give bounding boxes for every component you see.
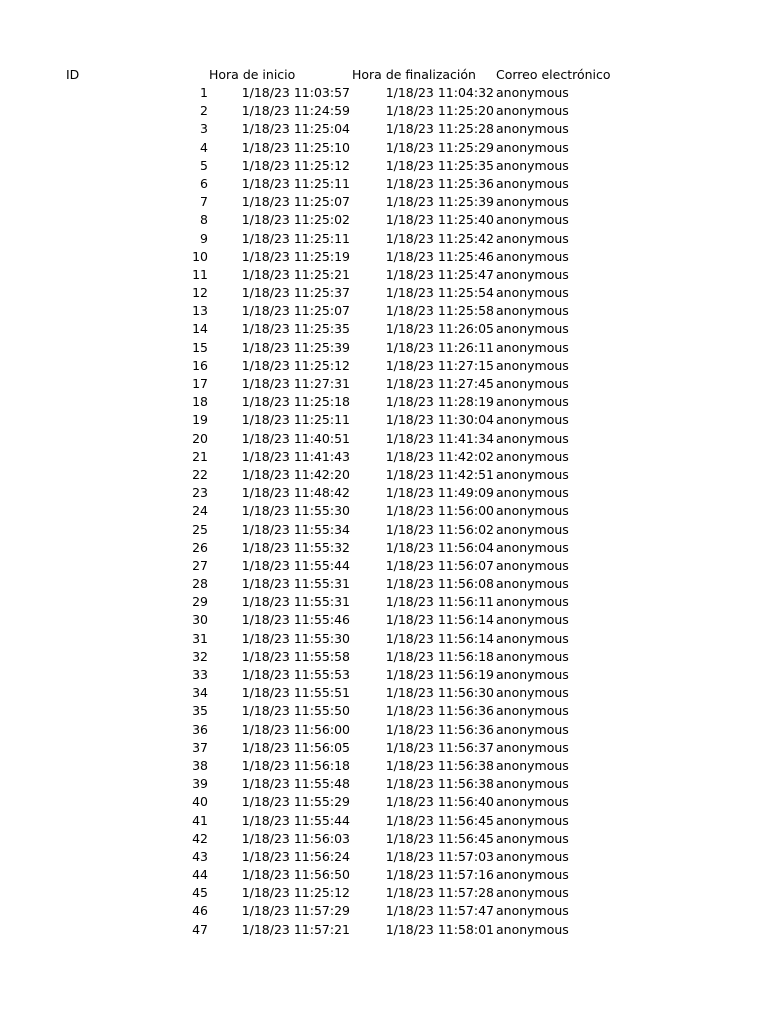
cell-id: 1 <box>200 85 208 100</box>
table-row <box>0 393 768 411</box>
cell-end-time: 1/18/23 11:57:16 <box>385 867 494 883</box>
table-row <box>0 648 768 666</box>
cell-email: anonymous <box>496 194 569 210</box>
table-row <box>0 721 768 739</box>
cell-start-time: 1/18/23 11:57:21 <box>241 921 350 937</box>
cell-end-time: 1/18/23 11:56:14 <box>385 630 494 646</box>
table-row <box>0 921 768 939</box>
cell-start-time: 1/18/23 11:25:12 <box>241 357 350 373</box>
data-rows <box>0 84 768 939</box>
cell-id: 30 <box>192 612 208 628</box>
cell-start-time: 1/18/23 11:25:18 <box>241 394 350 410</box>
cell-end-time: 1/18/23 11:26:11 <box>385 339 494 355</box>
cell-id: 18 <box>192 394 208 410</box>
cell-id: 21 <box>192 448 208 464</box>
cell-id: 9 <box>200 230 208 246</box>
cell-email: anonymous <box>496 303 569 319</box>
cell-email: anonymous <box>496 339 569 355</box>
cell-id: 44 <box>192 867 208 883</box>
cell-email: anonymous <box>496 412 569 428</box>
cell-start-time: 1/18/23 11:25:02 <box>241 212 350 228</box>
cell-email: anonymous <box>496 357 569 373</box>
table-row <box>0 248 768 266</box>
cell-email: anonymous <box>496 812 569 828</box>
cell-start-time: 1/18/23 11:25:35 <box>241 321 350 337</box>
cell-id: 3 <box>200 121 208 137</box>
cell-id: 19 <box>192 412 208 428</box>
cell-start-time: 1/18/23 11:24:59 <box>241 103 350 119</box>
cell-end-time: 1/18/23 11:56:07 <box>385 557 494 573</box>
cell-email: anonymous <box>496 594 569 610</box>
cell-email: anonymous <box>496 539 569 555</box>
cell-start-time: 1/18/23 11:27:31 <box>241 376 350 391</box>
cell-end-time: 1/18/23 11:27:15 <box>385 357 494 373</box>
cell-start-time: 1/18/23 11:57:29 <box>241 903 350 919</box>
table-row <box>0 702 768 720</box>
cell-email: anonymous <box>496 612 569 628</box>
cell-id: 15 <box>192 339 208 355</box>
table-row <box>0 484 768 502</box>
cell-start-time: 1/18/23 11:56:05 <box>241 739 350 755</box>
cell-email: anonymous <box>496 648 569 664</box>
cell-end-time: 1/18/23 11:56:38 <box>385 776 494 792</box>
cell-end-time: 1/18/23 11:25:40 <box>385 212 494 228</box>
cell-email: anonymous <box>496 248 569 264</box>
cell-id: 14 <box>192 321 208 337</box>
table-row <box>0 357 768 375</box>
cell-id: 46 <box>192 903 208 919</box>
cell-email: anonymous <box>496 757 569 773</box>
cell-end-time: 1/18/23 11:42:02 <box>385 448 494 464</box>
header-row <box>0 66 768 84</box>
cell-end-time: 1/18/23 11:25:28 <box>385 121 494 137</box>
cell-id: 33 <box>192 667 208 682</box>
cell-email: anonymous <box>496 885 569 901</box>
cell-email: anonymous <box>496 576 569 592</box>
cell-start-time: 1/18/23 11:40:51 <box>241 430 350 446</box>
cell-email: anonymous <box>496 212 569 228</box>
table-row <box>0 339 768 357</box>
cell-email: anonymous <box>496 485 569 501</box>
cell-id: 27 <box>192 557 208 573</box>
cell-email: anonymous <box>496 466 569 482</box>
cell-email: anonymous <box>496 830 569 846</box>
cell-start-time: 1/18/23 11:55:31 <box>241 576 350 592</box>
cell-end-time: 1/18/23 11:04:32 <box>385 85 494 100</box>
cell-end-time: 1/18/23 11:25:54 <box>385 285 494 301</box>
cell-id: 34 <box>192 685 208 701</box>
cell-start-time: 1/18/23 11:55:34 <box>241 521 350 537</box>
cell-email: anonymous <box>496 703 569 719</box>
cell-email: anonymous <box>496 394 569 410</box>
table-row <box>0 630 768 648</box>
cell-id: 28 <box>192 576 208 592</box>
cell-id: 6 <box>200 175 208 191</box>
cell-start-time: 1/18/23 11:25:11 <box>241 175 350 191</box>
cell-end-time: 1/18/23 11:56:37 <box>385 739 494 755</box>
cell-end-time: 1/18/23 11:56:11 <box>385 594 494 610</box>
cell-email: anonymous <box>496 285 569 301</box>
cell-end-time: 1/18/23 11:25:29 <box>385 139 494 155</box>
cell-id: 11 <box>192 266 208 282</box>
cell-start-time: 1/18/23 11:48:42 <box>241 485 350 501</box>
cell-start-time: 1/18/23 11:25:19 <box>241 248 350 264</box>
cell-end-time: 1/18/23 11:56:19 <box>385 667 494 682</box>
cell-start-time: 1/18/23 11:03:57 <box>241 85 350 100</box>
cell-end-time: 1/18/23 11:57:28 <box>385 885 494 901</box>
table-row <box>0 902 768 920</box>
table-row <box>0 430 768 448</box>
cell-end-time: 1/18/23 11:49:09 <box>385 485 494 501</box>
cell-end-time: 1/18/23 11:56:45 <box>385 830 494 846</box>
table-row <box>0 521 768 539</box>
cell-start-time: 1/18/23 11:25:10 <box>241 139 350 155</box>
cell-id: 43 <box>192 848 208 864</box>
cell-email: anonymous <box>496 557 569 573</box>
cell-email: anonymous <box>496 430 569 446</box>
cell-id: 38 <box>192 757 208 773</box>
cell-id: 22 <box>192 466 208 482</box>
table-row <box>0 175 768 193</box>
cell-id: 42 <box>192 830 208 846</box>
cell-id: 29 <box>192 594 208 610</box>
cell-id: 36 <box>192 721 208 737</box>
cell-end-time: 1/18/23 11:42:51 <box>385 466 494 482</box>
cell-end-time: 1/18/23 11:27:45 <box>385 376 494 391</box>
table-row <box>0 866 768 884</box>
cell-id: 35 <box>192 703 208 719</box>
cell-start-time: 1/18/23 11:55:30 <box>241 503 350 519</box>
cell-email: anonymous <box>496 157 569 173</box>
cell-end-time: 1/18/23 11:28:19 <box>385 394 494 410</box>
cell-end-time: 1/18/23 11:56:08 <box>385 576 494 592</box>
cell-id: 26 <box>192 539 208 555</box>
cell-email: anonymous <box>496 266 569 282</box>
table-row <box>0 666 768 684</box>
cell-email: anonymous <box>496 630 569 646</box>
table-row <box>0 793 768 811</box>
cell-email: anonymous <box>496 448 569 464</box>
cell-email: anonymous <box>496 848 569 864</box>
cell-id: 17 <box>192 376 208 391</box>
cell-start-time: 1/18/23 11:25:11 <box>241 230 350 246</box>
cell-start-time: 1/18/23 11:55:30 <box>241 630 350 646</box>
cell-email: anonymous <box>496 667 569 682</box>
cell-end-time: 1/18/23 11:56:36 <box>385 721 494 737</box>
cell-end-time: 1/18/23 11:25:35 <box>385 157 494 173</box>
cell-start-time: 1/18/23 11:55:46 <box>241 612 350 628</box>
cell-start-time: 1/18/23 11:55:53 <box>241 667 350 682</box>
cell-email: anonymous <box>496 230 569 246</box>
cell-id: 39 <box>192 776 208 792</box>
table-row <box>0 302 768 320</box>
cell-email: anonymous <box>496 503 569 519</box>
cell-email: anonymous <box>496 521 569 537</box>
cell-id: 37 <box>192 739 208 755</box>
cell-id: 31 <box>192 630 208 646</box>
cell-id: 16 <box>192 357 208 373</box>
cell-start-time: 1/18/23 11:25:21 <box>241 266 350 282</box>
cell-start-time: 1/18/23 11:56:00 <box>241 721 350 737</box>
header-end-time: Hora de finalización <box>352 67 476 82</box>
cell-email: anonymous <box>496 85 569 100</box>
table-row <box>0 575 768 593</box>
cell-start-time: 1/18/23 11:25:07 <box>241 194 350 210</box>
table-row <box>0 211 768 229</box>
cell-id: 24 <box>192 503 208 519</box>
cell-end-time: 1/18/23 11:41:34 <box>385 430 494 446</box>
cell-start-time: 1/18/23 11:55:51 <box>241 685 350 701</box>
table-row <box>0 502 768 520</box>
cell-end-time: 1/18/23 11:25:36 <box>385 175 494 191</box>
cell-end-time: 1/18/23 11:56:38 <box>385 757 494 773</box>
cell-id: 7 <box>200 194 208 210</box>
table-row <box>0 593 768 611</box>
cell-email: anonymous <box>496 175 569 191</box>
cell-start-time: 1/18/23 11:55:44 <box>241 557 350 573</box>
cell-email: anonymous <box>496 867 569 883</box>
cell-id: 41 <box>192 812 208 828</box>
header-id: ID <box>66 67 80 82</box>
cell-end-time: 1/18/23 11:25:20 <box>385 103 494 119</box>
cell-email: anonymous <box>496 685 569 701</box>
table-row <box>0 611 768 629</box>
cell-start-time: 1/18/23 11:55:31 <box>241 594 350 610</box>
cell-end-time: 1/18/23 11:26:05 <box>385 321 494 337</box>
table-row <box>0 775 768 793</box>
cell-email: anonymous <box>496 121 569 137</box>
table-row <box>0 139 768 157</box>
table-row <box>0 739 768 757</box>
cell-start-time: 1/18/23 11:55:29 <box>241 794 350 810</box>
cell-start-time: 1/18/23 11:56:03 <box>241 830 350 846</box>
table-row <box>0 757 768 775</box>
cell-end-time: 1/18/23 11:25:42 <box>385 230 494 246</box>
cell-email: anonymous <box>496 776 569 792</box>
cell-start-time: 1/18/23 11:56:50 <box>241 867 350 883</box>
cell-id: 32 <box>192 648 208 664</box>
table-row <box>0 448 768 466</box>
cell-end-time: 1/18/23 11:30:04 <box>385 412 494 428</box>
table-row <box>0 884 768 902</box>
cell-end-time: 1/18/23 11:58:01 <box>385 921 494 937</box>
cell-start-time: 1/18/23 11:55:50 <box>241 703 350 719</box>
cell-email: anonymous <box>496 739 569 755</box>
cell-end-time: 1/18/23 11:56:30 <box>385 685 494 701</box>
cell-start-time: 1/18/23 11:41:43 <box>241 448 350 464</box>
cell-start-time: 1/18/23 11:55:44 <box>241 812 350 828</box>
cell-end-time: 1/18/23 11:56:14 <box>385 612 494 628</box>
table-row <box>0 848 768 866</box>
cell-email: anonymous <box>496 721 569 737</box>
cell-id: 2 <box>200 103 208 119</box>
cell-id: 40 <box>192 794 208 810</box>
cell-end-time: 1/18/23 11:25:39 <box>385 194 494 210</box>
table-row <box>0 266 768 284</box>
cell-email: anonymous <box>496 903 569 919</box>
table-row <box>0 120 768 138</box>
cell-end-time: 1/18/23 11:25:58 <box>385 303 494 319</box>
cell-email: anonymous <box>496 321 569 337</box>
table-row <box>0 230 768 248</box>
cell-start-time: 1/18/23 11:42:20 <box>241 466 350 482</box>
cell-end-time: 1/18/23 11:56:04 <box>385 539 494 555</box>
table-row <box>0 157 768 175</box>
cell-end-time: 1/18/23 11:56:36 <box>385 703 494 719</box>
cell-end-time: 1/18/23 11:57:47 <box>385 903 494 919</box>
cell-id: 45 <box>192 885 208 901</box>
cell-start-time: 1/18/23 11:55:32 <box>241 539 350 555</box>
table-row <box>0 830 768 848</box>
table-row <box>0 193 768 211</box>
cell-id: 8 <box>200 212 208 228</box>
cell-end-time: 1/18/23 11:56:40 <box>385 794 494 810</box>
cell-start-time: 1/18/23 11:25:07 <box>241 303 350 319</box>
table-row <box>0 284 768 302</box>
cell-id: 13 <box>192 303 208 319</box>
cell-start-time: 1/18/23 11:56:24 <box>241 848 350 864</box>
cell-id: 47 <box>192 921 208 937</box>
cell-start-time: 1/18/23 11:25:37 <box>241 285 350 301</box>
cell-email: anonymous <box>496 139 569 155</box>
cell-end-time: 1/18/23 11:56:18 <box>385 648 494 664</box>
cell-end-time: 1/18/23 11:56:00 <box>385 503 494 519</box>
cell-start-time: 1/18/23 11:25:12 <box>241 885 350 901</box>
table-row <box>0 812 768 830</box>
cell-id: 25 <box>192 521 208 537</box>
cell-start-time: 1/18/23 11:56:18 <box>241 757 350 773</box>
cell-end-time: 1/18/23 11:57:03 <box>385 848 494 864</box>
table-row <box>0 411 768 429</box>
cell-start-time: 1/18/23 11:55:58 <box>241 648 350 664</box>
cell-email: anonymous <box>496 103 569 119</box>
cell-end-time: 1/18/23 11:56:45 <box>385 812 494 828</box>
header-email: Correo electrónico <box>496 67 611 82</box>
cell-start-time: 1/18/23 11:25:04 <box>241 121 350 137</box>
cell-start-time: 1/18/23 11:25:12 <box>241 157 350 173</box>
table-row <box>0 557 768 575</box>
cell-end-time: 1/18/23 11:56:02 <box>385 521 494 537</box>
cell-id: 12 <box>192 285 208 301</box>
cell-id: 23 <box>192 485 208 501</box>
table-row <box>0 84 768 102</box>
cell-email: anonymous <box>496 921 569 937</box>
cell-start-time: 1/18/23 11:25:11 <box>241 412 350 428</box>
cell-email: anonymous <box>496 376 569 391</box>
cell-id: 20 <box>192 430 208 446</box>
cell-id: 5 <box>200 157 208 173</box>
table-row <box>0 539 768 557</box>
table-row <box>0 466 768 484</box>
table-row <box>0 102 768 120</box>
table-row <box>0 320 768 338</box>
cell-id: 10 <box>192 248 208 264</box>
table-row <box>0 684 768 702</box>
cell-start-time: 1/18/23 11:55:48 <box>241 776 350 792</box>
table-row <box>0 375 768 393</box>
cell-email: anonymous <box>496 794 569 810</box>
cell-start-time: 1/18/23 11:25:39 <box>241 339 350 355</box>
cell-end-time: 1/18/23 11:25:46 <box>385 248 494 264</box>
cell-end-time: 1/18/23 11:25:47 <box>385 266 494 282</box>
cell-id: 4 <box>200 139 208 155</box>
header-start-time: Hora de inicio <box>209 67 296 82</box>
